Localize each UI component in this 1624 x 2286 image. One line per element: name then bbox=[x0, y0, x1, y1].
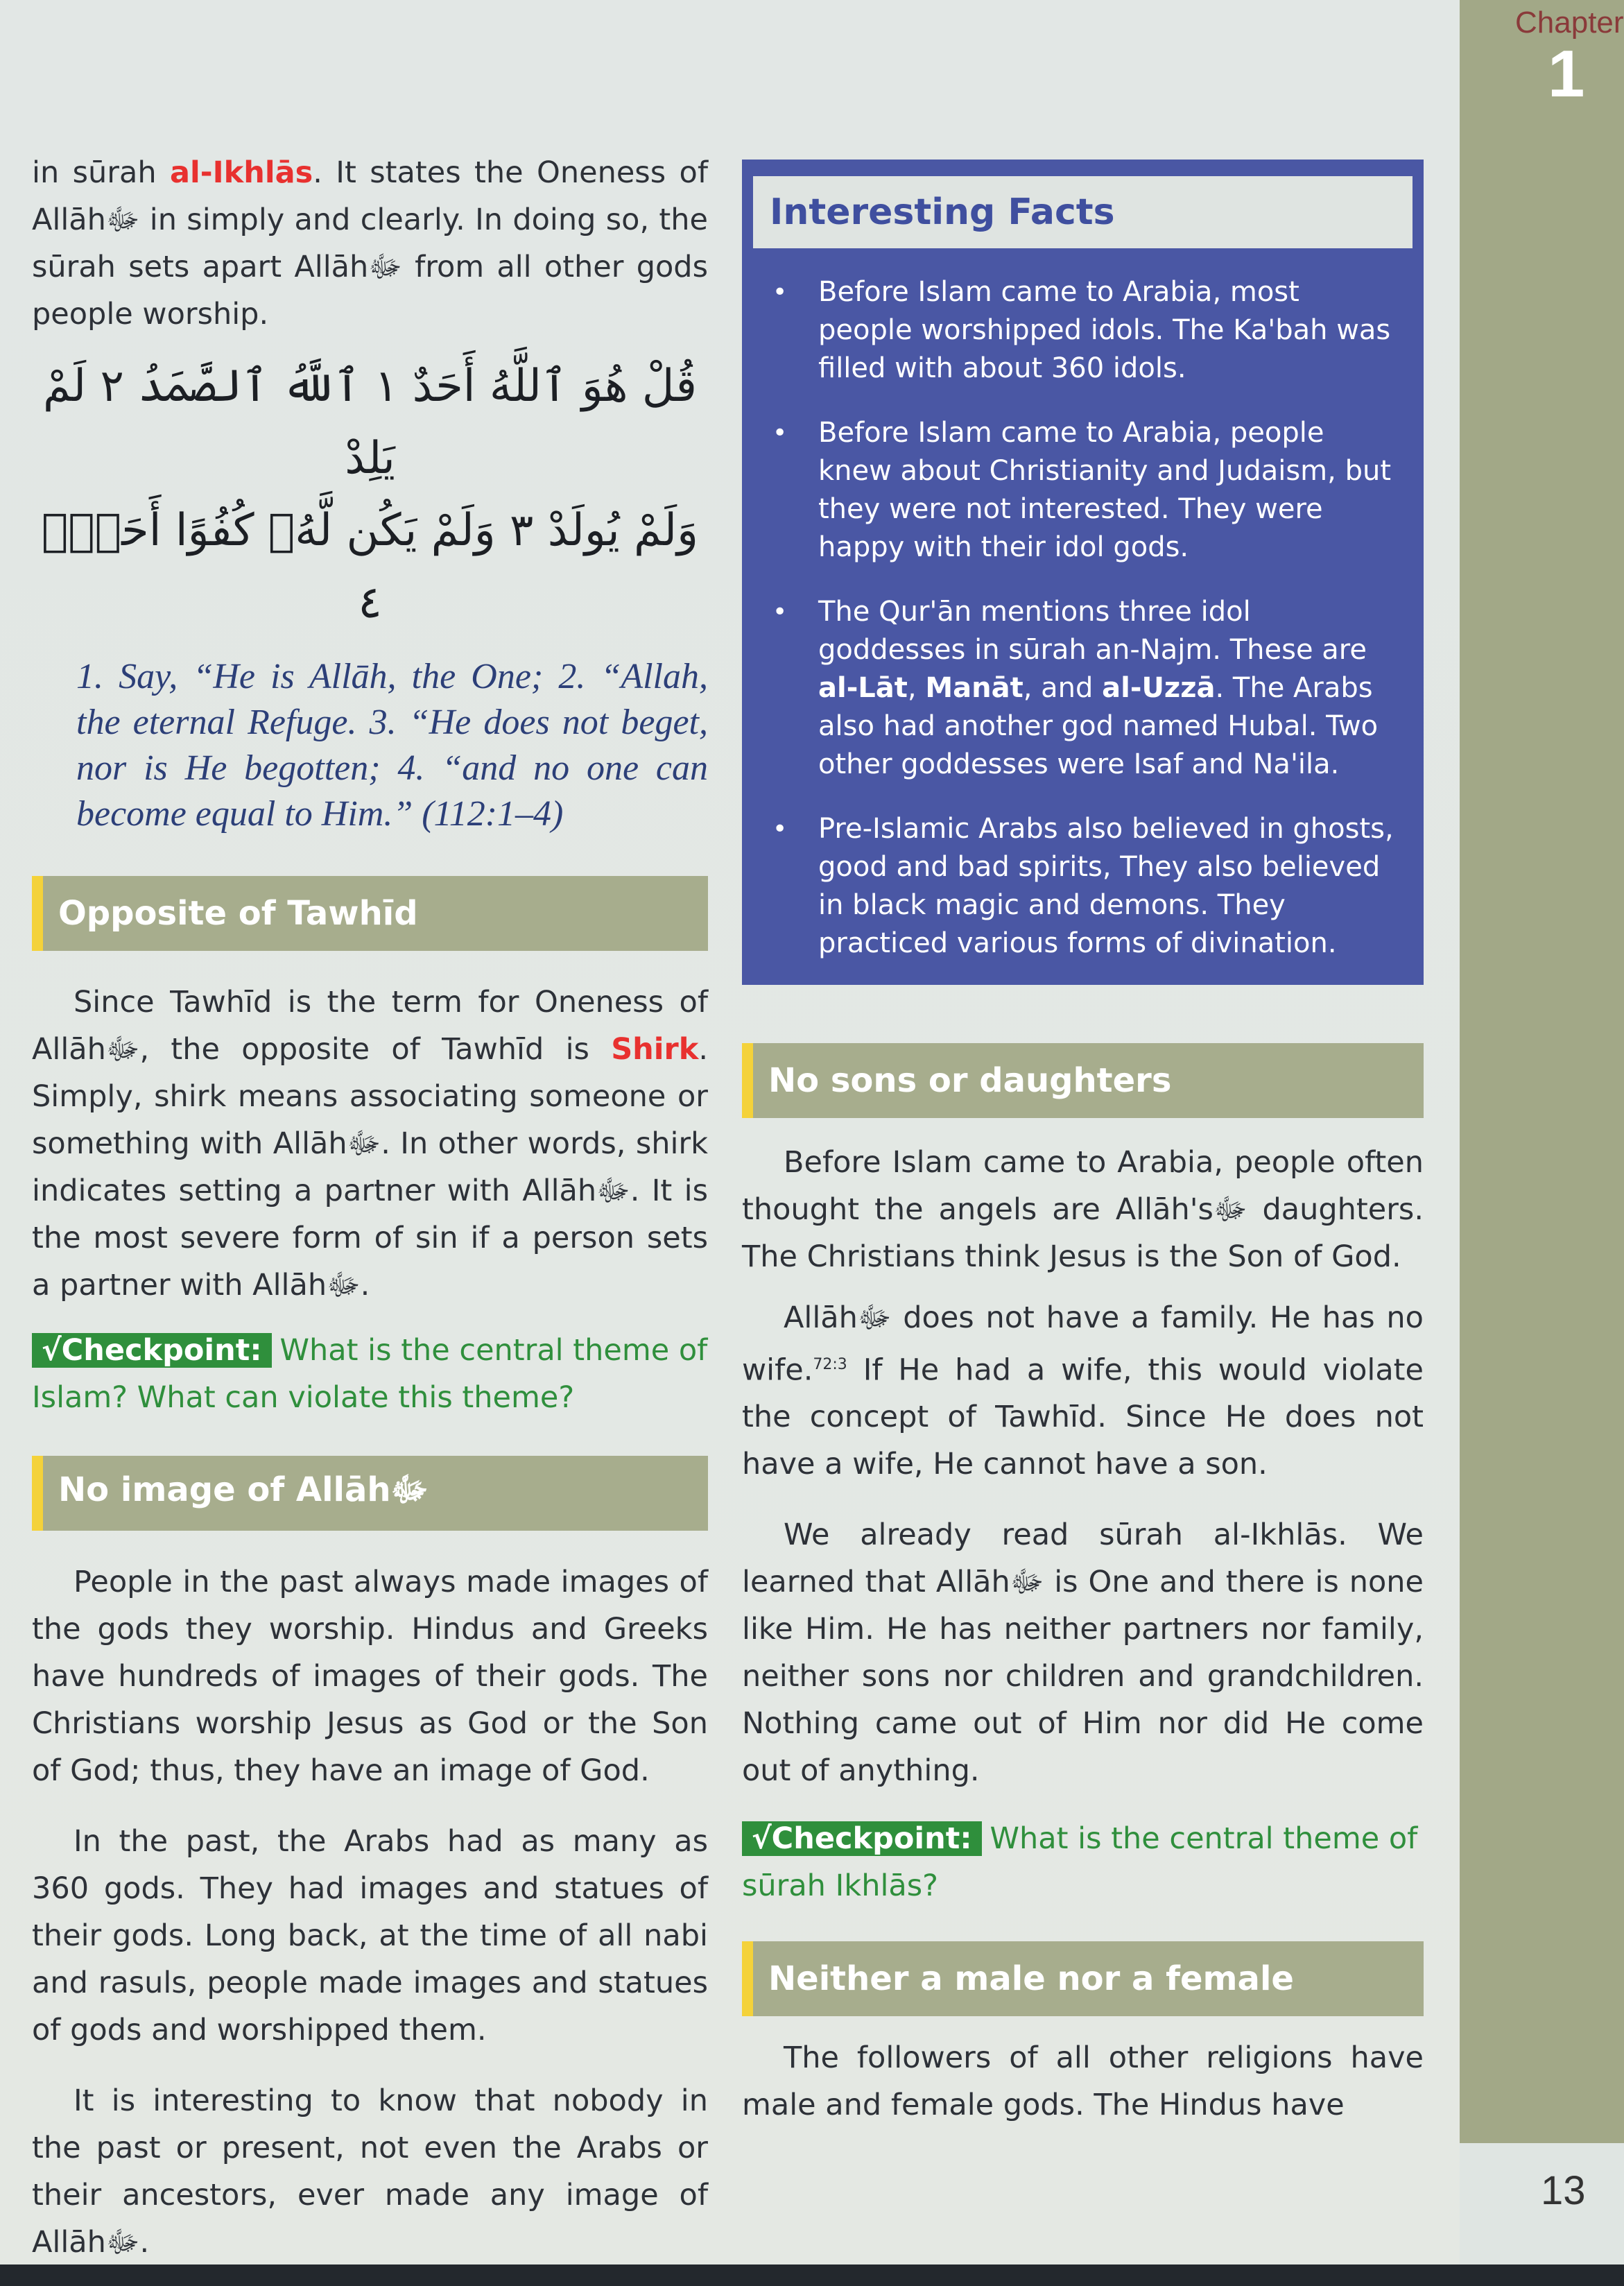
intro-paragraph: in sūrah al-Ikhlās. It states the Oneness of Allāhﷻ in simply and clearly. In doing so, the sūrah sets apart Allāhﷻ from all other gods people worship. bbox=[32, 155, 708, 332]
verse-translation: 1. Say, “He is Allāh, the One; 2. “Allah, the eternal Refuge. 3. “He does not beget, nor is He begotten; 4. “and no one can become equal to Him.” (112:1–4) bbox=[76, 657, 708, 834]
chapter-number: 1 bbox=[1548, 37, 1585, 111]
sons-paragraph-3: We already read sūrah al-Ikhlās. We learned that Allāhﷻ is One and there is none like Him. He has neither partners nor family, neither sons nor children and grandchildren. Nothing came out of Him nor did He come out of anything. bbox=[742, 1518, 1424, 1789]
facts-list bbox=[753, 273, 1413, 963]
fact-item: • Pre-Islamic Arabs also believed in ghosts, good and bad spirits, They also believed in black magic and demons. They practiced various forms of divination. bbox=[753, 810, 1413, 963]
shirk-highlight: Shirk bbox=[611, 1032, 699, 1067]
interesting-facts-box bbox=[742, 160, 1424, 985]
checkpoint-badge: √Checkpoint: bbox=[742, 1821, 982, 1856]
facts-title: Interesting Facts bbox=[753, 176, 1413, 248]
checkpoint-1: √Checkpoint: What is the central theme of Islam? What can violate this theme? bbox=[32, 1333, 708, 1415]
image-paragraph-3: It is interesting to know that nobody in the past or present, not even the Arabs or their ancestors, ever made any image of Allāhﷻ. bbox=[32, 2083, 708, 2260]
page-number: 13 bbox=[1541, 2168, 1586, 2213]
footnote-ref: 72:3 bbox=[813, 1356, 847, 1373]
fact-item: • Before Islam came to Arabia, people knew about Christianity and Judaism, but they were not interested. They were happy with their idol gods. bbox=[753, 414, 1413, 567]
fact-item: • The Qur'ān mentions three idol goddesses in sūrah an-Najm. These are al-Lāt, Manāt, and al-Uzzā. The Arabs also had another god named Hubal. Two other goddesses were Isaf and Na'ila. bbox=[753, 593, 1413, 784]
fact-item: • Before Islam came to Arabia, most people worshipped idols. The Ka'bah was filled with about 360 idols. bbox=[753, 273, 1413, 388]
checkpoint-2: √Checkpoint: What is the central theme of sūrah Ikhlās? bbox=[742, 1821, 1418, 1904]
image-paragraph-2: In the past, the Arabs had as many as 360 gods. They had images and statues of their gods. Long back, at the time of all nabi and rasuls, people made images and statues of gods and worshipped them. bbox=[32, 1824, 708, 2047]
heading-opposite-of-tawhid: Opposite of Tawhīd bbox=[32, 876, 708, 951]
sons-paragraph-1: Before Islam came to Arabia, people often thought the angels are Allāh'sﷻ daughters. The Christians think Jesus is the Son of God. bbox=[742, 1145, 1424, 1274]
chapter-sidebar bbox=[1460, 0, 1624, 2143]
right-column bbox=[742, 160, 1424, 2129]
heading-neither-male-female: Neither a male nor a female bbox=[742, 1941, 1424, 2016]
left-column bbox=[32, 149, 708, 2266]
bottom-edge bbox=[0, 2264, 1624, 2286]
surah-name-highlight: al-Ikhlās bbox=[170, 155, 313, 190]
arabic-line-2: وَلَمْ يُولَدْ ٣ وَلَمْ يَكُن لَّهُۥ كُفُوًا أَحَدٌۢ ٤ bbox=[41, 505, 699, 628]
chapter-label: Chapter bbox=[1515, 6, 1624, 40]
quran-verse-arabic bbox=[32, 350, 708, 639]
male-paragraph: The followers of all other religions have male and female gods. The Hindus have bbox=[742, 2040, 1424, 2123]
opposite-paragraph: Since Tawhīd is the term for Oneness of Allāhﷻ, the opposite of Tawhīd is Shirk. Simply, shirk means associating someone or something with Allāhﷻ. In other words, shirk indicates setting a partner with Allāhﷻ. It is the most severe form of sin if a person sets a partner with Allāhﷻ. bbox=[32, 985, 709, 1303]
checkpoint-badge: √Checkpoint: bbox=[32, 1333, 272, 1368]
arabic-line-1: قُلْ هُوَ ٱللَّهُ أَحَدٌ ١ ٱللَّهُ ٱلصَّمَدُ ٢ لَمْ يَلِدْ bbox=[43, 361, 697, 484]
sons-paragraph-2: Allāhﷻ does not have a family. He has no wife.$^{72:3}$ If He had a wife, this would violate the concept of Tawhīd. Since He does not have a wife, He cannot have a son. bbox=[742, 1300, 1424, 1482]
image-paragraph-1: People in the past always made images of the gods they worship. Hindus and Greeks have hundreds of images of their gods. The Christians worship Jesus as God or the Son of God; thus, they have an image of God. bbox=[32, 1565, 708, 1788]
heading-no-image: No image of Allāhﷻ bbox=[32, 1456, 708, 1531]
heading-no-sons: No sons or daughters bbox=[742, 1043, 1424, 1118]
